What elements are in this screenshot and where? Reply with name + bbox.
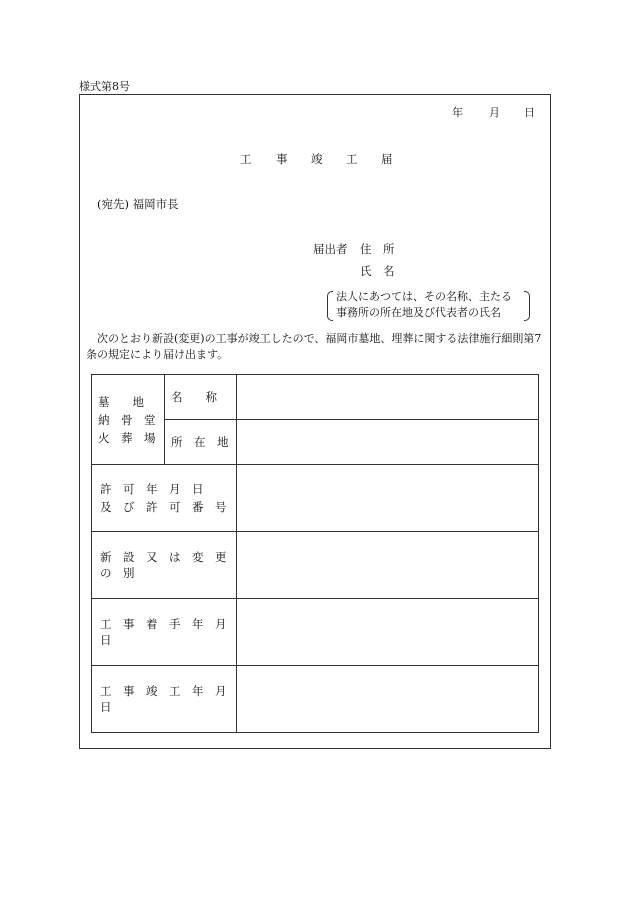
permit-label-line1: 許 可 年 月 日	[100, 482, 204, 496]
name-label: 氏 名	[360, 264, 395, 278]
body-text: 次のとおり新設(変更)の工事が竣工したので、福岡市墓地、埋葬に関する法律施行細則第7条の規定により届け出ます。	[86, 332, 542, 361]
note-line: 法人にあつては、その名称、主たる	[336, 290, 512, 303]
facility-name-label-cell	[165, 375, 237, 420]
start-date-value[interactable]	[237, 599, 539, 666]
facility-name-label: 名 称	[171, 390, 217, 404]
new-or-change-value[interactable]	[237, 532, 539, 599]
permit-value[interactable]	[237, 465, 539, 532]
title-char: 工	[346, 152, 358, 166]
facility-location-label: 所 在 地	[171, 435, 229, 449]
title-char: 事	[276, 152, 288, 166]
addressee: (宛先) 福岡市長	[97, 197, 179, 211]
completion-date-label-cell	[92, 666, 237, 733]
title-char: 工	[240, 152, 252, 166]
form-number: 様式第8号	[79, 80, 130, 93]
title-char: 竣	[311, 152, 323, 166]
facility-type-ossuary: 納 骨 堂	[98, 412, 156, 427]
date-day: 日	[524, 106, 535, 119]
note-line: 事務所の所在地及び代表者の氏名	[336, 306, 501, 319]
facility-type-cell	[92, 375, 165, 465]
permit-label-cell	[92, 465, 237, 532]
corporate-note	[336, 289, 512, 321]
facility-type-crematorium: 火 葬 場	[98, 430, 156, 445]
start-date-label: 工 事 着 手 年 月 日	[100, 617, 238, 647]
facility-name-value[interactable]	[237, 375, 539, 420]
permit-label-line2: 及 び 許 可 番 号	[100, 500, 227, 514]
applicant-label: 届出者	[313, 242, 348, 256]
details-table	[91, 374, 539, 733]
facility-location-value[interactable]	[237, 420, 539, 465]
new-or-change-label: 新 設 又 は 変 更 の 別	[100, 550, 238, 580]
new-or-change-label-cell	[92, 532, 237, 599]
start-date-label-cell	[92, 599, 237, 666]
note-bracket-left	[327, 291, 333, 321]
date-year: 年	[452, 106, 463, 119]
facility-location-label-cell	[165, 420, 237, 465]
note-bracket-right	[524, 291, 530, 321]
facility-type-cemetery: 墓 地	[98, 394, 144, 409]
date-month: 月	[489, 106, 500, 119]
completion-date-label: 工 事 竣 工 年 月 日	[100, 684, 238, 714]
title-char: 届	[381, 152, 393, 166]
completion-date-value[interactable]	[237, 666, 539, 733]
address-label: 住 所	[360, 242, 395, 256]
